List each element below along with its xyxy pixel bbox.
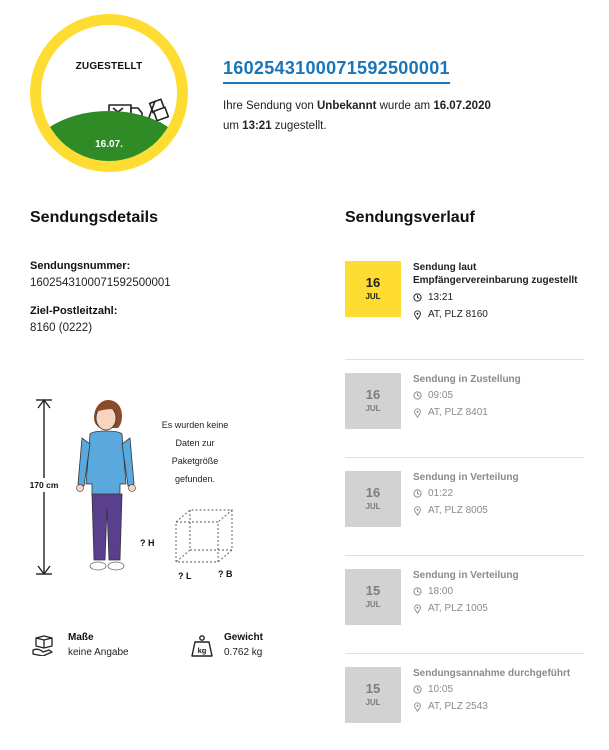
clock-icon bbox=[413, 587, 422, 596]
zip-value: 8160 (0222) bbox=[30, 322, 93, 334]
history-event bbox=[345, 667, 584, 739]
weight-value: 0.762 kg bbox=[224, 647, 263, 658]
history-event bbox=[345, 373, 584, 445]
event-date-box bbox=[345, 569, 401, 625]
location-pin-icon bbox=[413, 506, 422, 516]
event-day: 15 bbox=[365, 583, 381, 598]
event-title: Sendung in Verteilung bbox=[413, 570, 519, 581]
sender-name: Unbekannt bbox=[317, 100, 377, 112]
shipment-number-label: Sendungsnummer: bbox=[30, 260, 131, 272]
history-separator bbox=[345, 555, 584, 556]
clock-icon bbox=[413, 293, 422, 302]
event-date-box bbox=[345, 667, 401, 723]
clock-icon bbox=[413, 489, 422, 498]
dim-b-label: ? B bbox=[218, 569, 233, 579]
event-month: JUL bbox=[365, 698, 381, 707]
event-title: Sendung in Zustellung bbox=[413, 374, 521, 385]
weight-title: Gewicht bbox=[224, 632, 263, 643]
event-time: 10:05 bbox=[428, 684, 454, 695]
delivery-time: 13:21 bbox=[242, 120, 272, 132]
event-month: JUL bbox=[365, 292, 381, 301]
svg-text:kg: kg bbox=[197, 646, 207, 655]
event-month: JUL bbox=[365, 502, 381, 511]
clock-icon bbox=[413, 685, 422, 694]
tracking-number-link[interactable]: 1602543100071592500001 bbox=[223, 58, 450, 84]
location-pin-icon bbox=[413, 310, 422, 320]
dim-l-label: ? L bbox=[178, 571, 192, 581]
history-event bbox=[345, 569, 584, 641]
history-event bbox=[345, 471, 584, 543]
delivery-summary: Ihre Sendung von Unbekannt wurde am 16.07.2020 um 13:21 zugestellt. bbox=[223, 100, 491, 132]
event-day: 16 bbox=[365, 485, 381, 500]
event-title: Sendung laut Empfängervereinbarung zugestellt bbox=[413, 262, 578, 286]
event-date-box bbox=[345, 471, 401, 527]
event-time: 09:05 bbox=[428, 390, 454, 401]
history-separator bbox=[345, 457, 584, 458]
event-location-row bbox=[413, 309, 488, 320]
event-month: JUL bbox=[365, 404, 381, 413]
event-location: AT, PLZ 8401 bbox=[428, 407, 488, 418]
event-time-row bbox=[413, 390, 453, 401]
history-event bbox=[345, 261, 584, 333]
delivery-date: 16.07.2020 bbox=[433, 100, 491, 112]
event-date-box bbox=[345, 373, 401, 429]
event-location-row bbox=[413, 505, 488, 516]
height-label: 170 cm bbox=[29, 480, 59, 490]
event-day: 15 bbox=[365, 681, 381, 696]
event-location: AT, PLZ 2543 bbox=[428, 701, 488, 712]
event-location: AT, PLZ 8005 bbox=[428, 505, 488, 516]
event-time-row bbox=[413, 292, 453, 303]
event-time-row bbox=[413, 684, 453, 695]
dimensions-value: keine Angabe bbox=[68, 647, 129, 658]
event-month: JUL bbox=[365, 600, 381, 609]
event-time: 18:00 bbox=[428, 586, 454, 597]
package-hand-icon bbox=[32, 634, 56, 656]
event-time: 01:22 bbox=[428, 488, 454, 499]
location-pin-icon bbox=[413, 408, 422, 418]
location-pin-icon bbox=[413, 702, 422, 712]
shipment-number-value: 1602543100071592500001 bbox=[30, 277, 171, 289]
event-time-row bbox=[413, 488, 453, 499]
details-heading: Sendungsdetails bbox=[30, 209, 159, 226]
weight-icon bbox=[190, 634, 214, 658]
dimensions-spec bbox=[68, 632, 129, 658]
event-location: AT, PLZ 8160 bbox=[428, 309, 488, 320]
zip-label: Ziel-Postleitzahl: bbox=[30, 305, 118, 317]
status-label: ZUGESTELLT bbox=[75, 61, 143, 72]
event-location: AT, PLZ 1005 bbox=[428, 603, 488, 614]
event-title: Sendungsannahme durchgeführt bbox=[413, 668, 571, 679]
person-figure bbox=[77, 400, 136, 570]
event-title: Sendung in Verteilung bbox=[413, 472, 519, 483]
event-location-row bbox=[413, 701, 488, 712]
dim-h-label: ? H bbox=[140, 538, 155, 548]
event-location-row bbox=[413, 603, 488, 614]
history-separator bbox=[345, 359, 584, 360]
package-box-outline bbox=[176, 510, 232, 562]
history-separator bbox=[345, 653, 584, 654]
history-heading: Sendungsverlauf bbox=[345, 209, 475, 226]
status-badge-circle bbox=[30, 14, 188, 172]
event-time-row bbox=[413, 586, 453, 597]
status-date: 16.07. bbox=[95, 139, 123, 150]
event-day: 16 bbox=[365, 387, 381, 402]
no-size-data-text: Es wurden keine Daten zur Paketgröße gefunden. bbox=[161, 420, 229, 484]
event-day: 16 bbox=[365, 275, 381, 290]
dimensions-title: Maße bbox=[68, 632, 94, 643]
event-date-box bbox=[345, 261, 401, 317]
event-location-row bbox=[413, 407, 488, 418]
event-time: 13:21 bbox=[428, 292, 454, 303]
location-pin-icon bbox=[413, 604, 422, 614]
clock-icon bbox=[413, 391, 422, 400]
weight-spec bbox=[224, 632, 263, 658]
